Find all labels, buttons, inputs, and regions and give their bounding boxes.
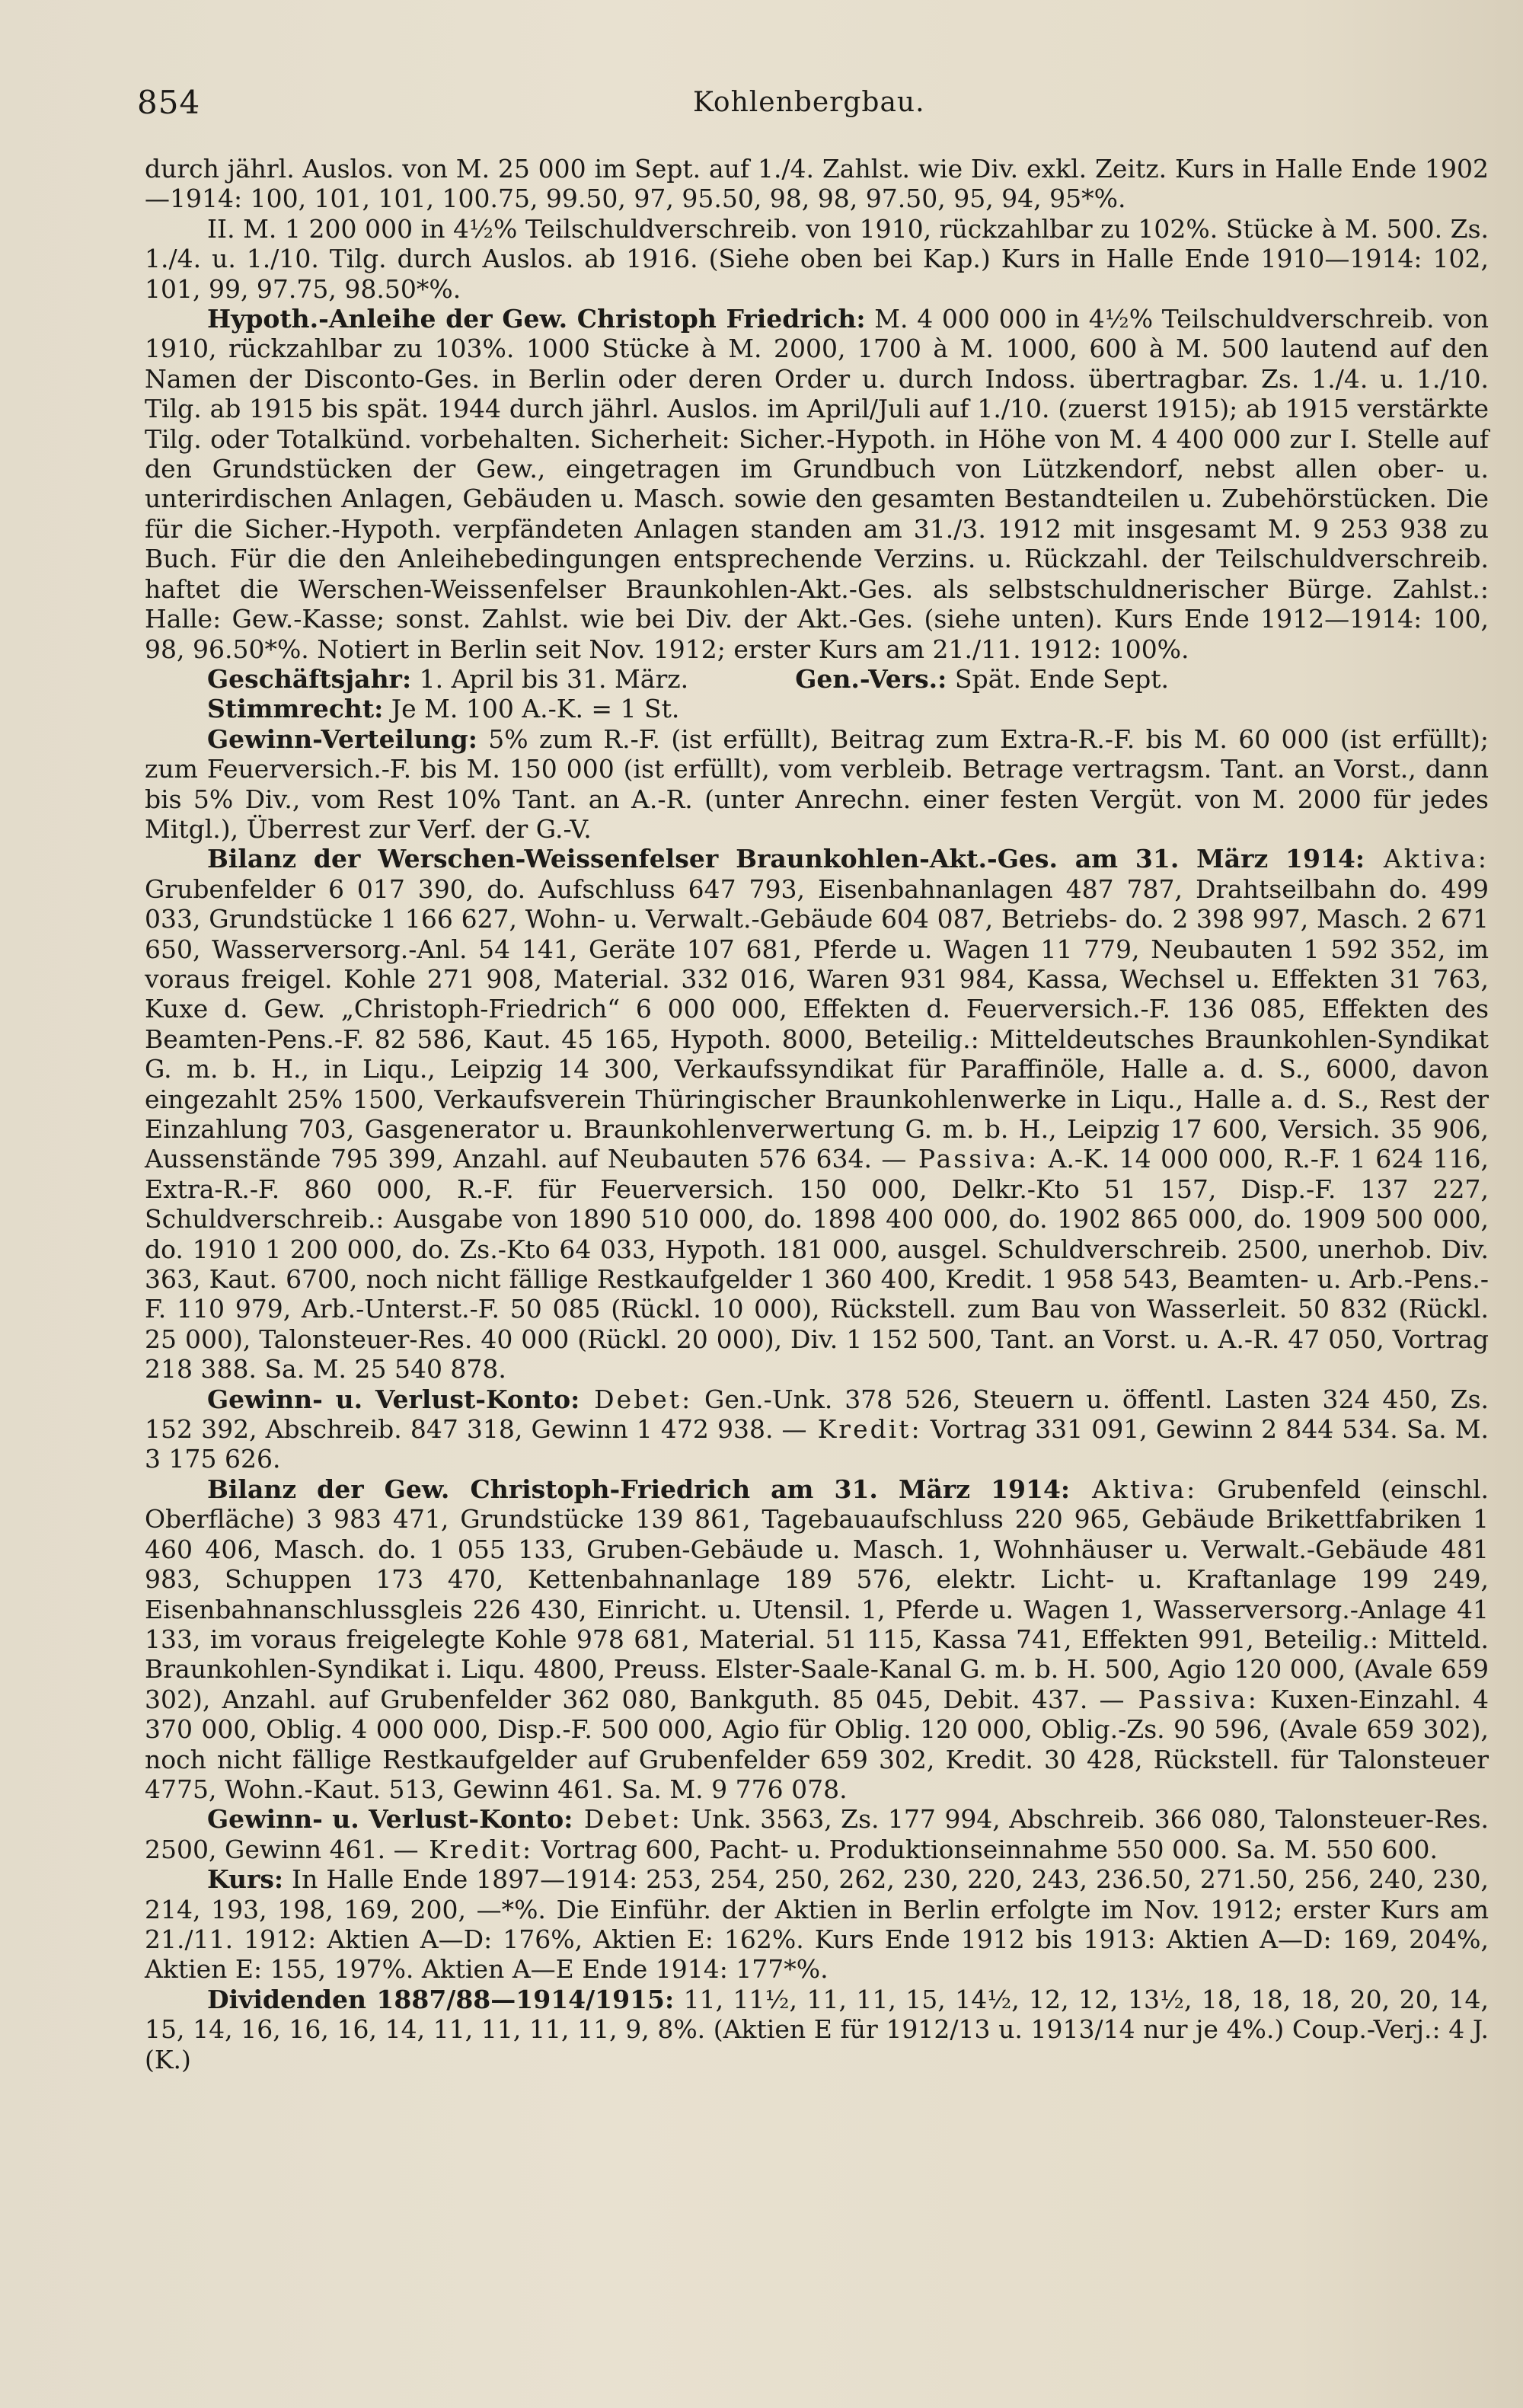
genvers-label: Gen.-Vers.: [795, 663, 947, 694]
page-number: 854 [137, 84, 201, 121]
geschaeftsjahr-cell: Geschäftsjahr: 1. April bis 31. März. [207, 663, 689, 694]
geschaeftsjahr-label: Geschäftsjahr: [207, 663, 412, 694]
dividenden-label: Dividenden 1887/88—1914/1915: [207, 1984, 675, 2014]
paragraph-hypoth-anleihe: Hypoth.-Anleihe der Gew. Christoph Friedrich: M. 4 000 000 in 4½% Teilschuldverschreib. von 1910, rückzahlbar zu 103%. 1000 Stücke à M. 2000, 1700 à M. 1000, 600 à M. 500 lautend auf den Namen der Disconto-Ges. in Berlin oder deren Order u. durch Indoss. übertragbar. Zs. 1./4. u. 1./10. Tilg. ab 1915 bis spät. 1944 durch jährl. Auslos. im April/Juli auf 1./10. (zuerst 1915); ab 1915 verstärkte Tilg. oder Totalkünd. vorbehalten. Sicherheit: Sicher.-Hypoth. in Höhe von M. 4 400 000 zur I. Stelle auf den Grundstücken der Gew., eingetragen im Grundbuch von Lützkendorf, nebst allen ober- u. unterirdischen Anlagen, Gebäuden u. Masch. sowie den gesamten Bestandteilen u. Zubehörstücken. Die für die Sicher.-Hypoth. verpfändeten Anlagen standen am 31./3. 1912 mit insgesamt M. 9 253 938 zu Buch. Für die den Anleihebedingungen entsprechende Verzins. u. Rückzahl. der Teilschuldverschreib. haftet die Werschen-Weissenfelser Braunkohlen-Akt.-Ges. als selbstschuldnerischer Bürge. Zahlst.: Halle: Gew.-Kasse; sonst. Zahlst. wie bei Div. der Akt.-Ges. (siehe unten). Kurs Ende 1912—1914: 100, 98, 96.50*%. Notiert in Berlin seit Nov. 1912; erster Kurs am 21./11. 1912: 100%. [145, 304, 1489, 664]
kredit-label: Kredit: [806, 1414, 922, 1445]
bilanz-werschen-heading: Bilanz der Werschen-Weissenfelser Braunkohlen-Akt.-Ges. am 31. März 1914: [207, 844, 1365, 874]
row-geschaeftsjahr [145, 664, 1489, 694]
paragraph-kurs: Kurs: In Halle Ende 1897—1914: 253, 254, 250, 262, 230, 220, 243, 236.50, 271.50, 256, 240, 230, 214, 193, 198, 169, 200, —*%. Die Einführ. der Aktien in Berlin erfolgte im Nov. 1912; erster Kurs am 21./11. 1912: Aktien A—D: 176%, Aktien E: 162%. Kurs Ende 1912 bis 1913: Aktien A—D: 169, 204%, Aktien E: 155, 197%. Aktien A—E Ende 1914: 177*%. [145, 1864, 1489, 1985]
paragraph-gewinn-verteilung: Gewinn-Verteilung: 5% zum R.-F. (ist erfüllt), Beitrag zum Extra-R.-F. bis M. 60 000 (ist erfüllt); zum Feuerversich.-F. bis M. 150 000 (ist erfüllt), vom verbleib. Betrage vertragsm. Tant. an Vorst., dann bis 5% Div., vom Rest 10% Tant. an A.-R. (unter Anrechn. einer festen Vergüt. von M. 2000 für jedes Mitgl.), Überrest zur Verf. der G.-V. [145, 723, 1489, 844]
aktiva-label: Aktiva: [1365, 844, 1489, 874]
paragraph-dividenden: Dividenden 1887/88—1914/1915: 11, 11½, 11, 11, 15, 14½, 12, 12, 13½, 18, 18, 18, 20, 20, 14, 15, 14, 16, 16, 16, 14, 11, 11, 11, 11, 9, 8%. (Aktien E für 1912/13 u. 1913/14 nur je 4%.) Coup.-Verj.: 4 J. (K.) [145, 1984, 1489, 2074]
passiva-label: Passiva: [1124, 1684, 1259, 1714]
kurs-label: Kurs: [207, 1864, 284, 1895]
hypoth-heading: Hypoth.-Anleihe der Gew. Christoph Friedrich: [207, 304, 866, 334]
kredit-label: Kredit: [418, 1834, 534, 1864]
guv-werschen-heading: Gewinn- u. Verlust-Konto: [207, 1384, 580, 1414]
paragraph-bilanz-christoph: Bilanz der Gew. Christoph-Friedrich am 31. März 1914: Aktiva: Grubenfeld (einschl. Oberfläche) 3 983 471, Grundstücke 139 861, Tagebauaufschluss 220 965, Gebäude Brikettfabriken 1 460 406, Masch. do. 1 055 133, Gruben-Gebäude u. Masch. 1, Wohnhäuser u. Verwalt.-Gebäude 481 983, Schuppen 173 470, Kettenbahnanlage 189 576, elektr. Licht- u. Kraftanlage 199 249, Eisenbahnanschlussgleis 226 430, Einricht. u. Utensil. 1, Pferde u. Wagen 1, Wasserversorg.-Anlage 41 133, im voraus freigelegte Kohle 978 681, Material. 51 115, Kassa 741, Effekten 991, Beteilig.: Mitteld. Braunkohlen-Syndikat i. Liqu. 4800, Preuss. Elster-Saale-Kanal G. m. b. H. 500, Agio 120 000, (Avale 659 302), Anzahl. auf Grubenfelder 362 080, Bankguth. 85 045, Debit. 437. — Passiva: Kuxen-Einzahl. 4 370 000, Oblig. 4 000 000, Disp.-F. 500 000, Agio für Oblig. 120 000, Oblig.-Zs. 90 596, (Avale 659 302), noch nicht fällige Restkaufgelder auf Grubenfelder 659 302, Kredit. 30 428, Rückstell. für Talonsteuer 4775, Wohn.-Kaut. 513, Gewinn 461. Sa. M. 9 776 078. [145, 1474, 1489, 1804]
debet-label: Debet: [580, 1384, 693, 1414]
genvers-cell: Gen.-Vers.: Spät. Ende Sept. [795, 663, 1169, 694]
paragraph-bond-I-continued: durch jährl. Auslos. von M. 25 000 im Sept. auf 1./4. Zahlst. wie Div. exkl. Zeitz. Kurs in Halle Ende 1902—1914: 100, 101, 101, 100.75, 99.50, 97, 95.50, 98, 98, 97.50, 95, 94, 95*%. [145, 154, 1489, 214]
page-body [145, 154, 1489, 2074]
stimmrecht-label: Stimmrecht: [207, 694, 384, 724]
page-header [137, 84, 1493, 129]
paragraph-bond-II: II. M. 1 200 000 in 4½% Teilschuldverschreib. von 1910, rückzahlbar zu 102%. Stücke à M. 500. Zs. 1./4. u. 1./10. Tilg. durch Auslos. ab 1916. (Siehe oben bei Kap.) Kurs in Halle Ende 1910—1914: 102, 101, 99, 97.75, 98.50*%. [145, 213, 1489, 304]
bilanz-christoph-heading: Bilanz der Gew. Christoph-Friedrich am 31. März 1914: [207, 1474, 1071, 1504]
debet-label: Debet: [573, 1804, 682, 1835]
paragraph-bilanz-werschen: Bilanz der Werschen-Weissenfelser Braunkohlen-Akt.-Ges. am 31. März 1914: Aktiva: Grubenfelder 6 017 390, do. Aufschluss 647 793, Eisenbahnanlagen 487 787, Drahtseilbahn do. 499 033, Grundstücke 1 166 627, Wohn- u. Verwalt.-Gebäude 604 087, Betriebs- do. 2 398 997, Masch. 2 671 650, Wasserversorg.-Anl. 54 141, Geräte 107 681, Pferde u. Wagen 11 779, Neubauten 1 592 352, im voraus freigel. Kohle 271 908, Material. 332 016, Waren 931 984, Kassa, Wechsel u. Effekten 31 763, Kuxe d. Gew. „Christoph-Friedrich“ 6 000 000, Effekten d. Feuerversich.-F. 136 085, Effekten des Beamten-Pens.-F. 82 586, Kaut. 45 165, Hypoth. 8000, Beteilig.: Mitteldeutsches Braunkohlen-Syndikat G. m. b. H., in Liqu., Leipzig 14 300, Verkaufssyndikat für Paraffinöle, Halle a. d. S., 6000, davon eingezahlt 25% 1500, Verkaufsverein Thüringischer Braunkohlenwerke in Liqu., Halle a. d. S., Rest der Einzahlung 703, Gasgenerator u. Braunkohlenverwertung G. m. b. H., Leipzig 17 600, Versich. 35 906, Aussenstände 795 399, Anzahl. auf Neubauten 576 634. — Passiva: A.-K. 14 000 000, R.-F. 1 624 116, Extra-R.-F. 860 000, R.-F. für Feuerversich. 150 000, Delkr.-Kto 51 157, Disp.-F. 137 227, Schuldverschreib.: Ausgabe von 1890 510 000, do. 1898 400 000, do. 1902 865 000, do. 1909 500 000, do. 1910 1 200 000, do. Zs.-Kto 64 033, Hypoth. 181 000, ausgel. Schuldverschreib. 2500, unerhob. Div. 363, Kaut. 6700, noch nicht fällige Restkaufgelder 1 360 400, Kredit. 1 958 543, Beamten- u. Arb.-Pens.-F. 110 979, Arb.-Unterst.-F. 50 085 (Rückl. 10 000), Rückstell. zum Bau von Wasserleit. 50 832 (Rückl. 25 000), Talonsteuer-Res. 40 000 (Rückl. 20 000), Div. 1 152 500, Tant. an Vorst. u. A.-R. 47 050, Vortrag 218 388. Sa. M. 25 540 878. [145, 844, 1489, 1384]
gewinnverteilung-label: Gewinn-Verteilung: [207, 723, 477, 754]
passiva-label: Passiva: [906, 1144, 1039, 1174]
paragraph-guv-werschen: Gewinn- u. Verlust-Konto: Debet: Gen.-Unk. 378 526, Steuern u. öffentl. Lasten 324 450, Zs. 152 392, Abschreib. 847 318, Gewinn 1 472 938. — Kredit: Vortrag 331 091, Gewinn 2 844 534. Sa. M. 3 175 626. [145, 1384, 1489, 1474]
paragraph-stimmrecht: Stimmrecht: Je M. 100 A.-K. = 1 St. [207, 694, 680, 724]
aktiva-label: Aktiva: [1070, 1474, 1198, 1504]
paragraph-guv-christoph: Gewinn- u. Verlust-Konto: Debet: Unk. 3563, Zs. 177 994, Abschreib. 366 080, Talonsteuer-Res. 2500, Gewinn 461. — Kredit: Vortrag 600, Pacht- u. Produktionseinnahme 550 000. Sa. M. 550 600. [145, 1804, 1489, 1864]
guv-christoph-heading: Gewinn- u. Verlust-Konto: [207, 1804, 573, 1835]
running-title: Kohlenbergbau. [693, 87, 925, 118]
